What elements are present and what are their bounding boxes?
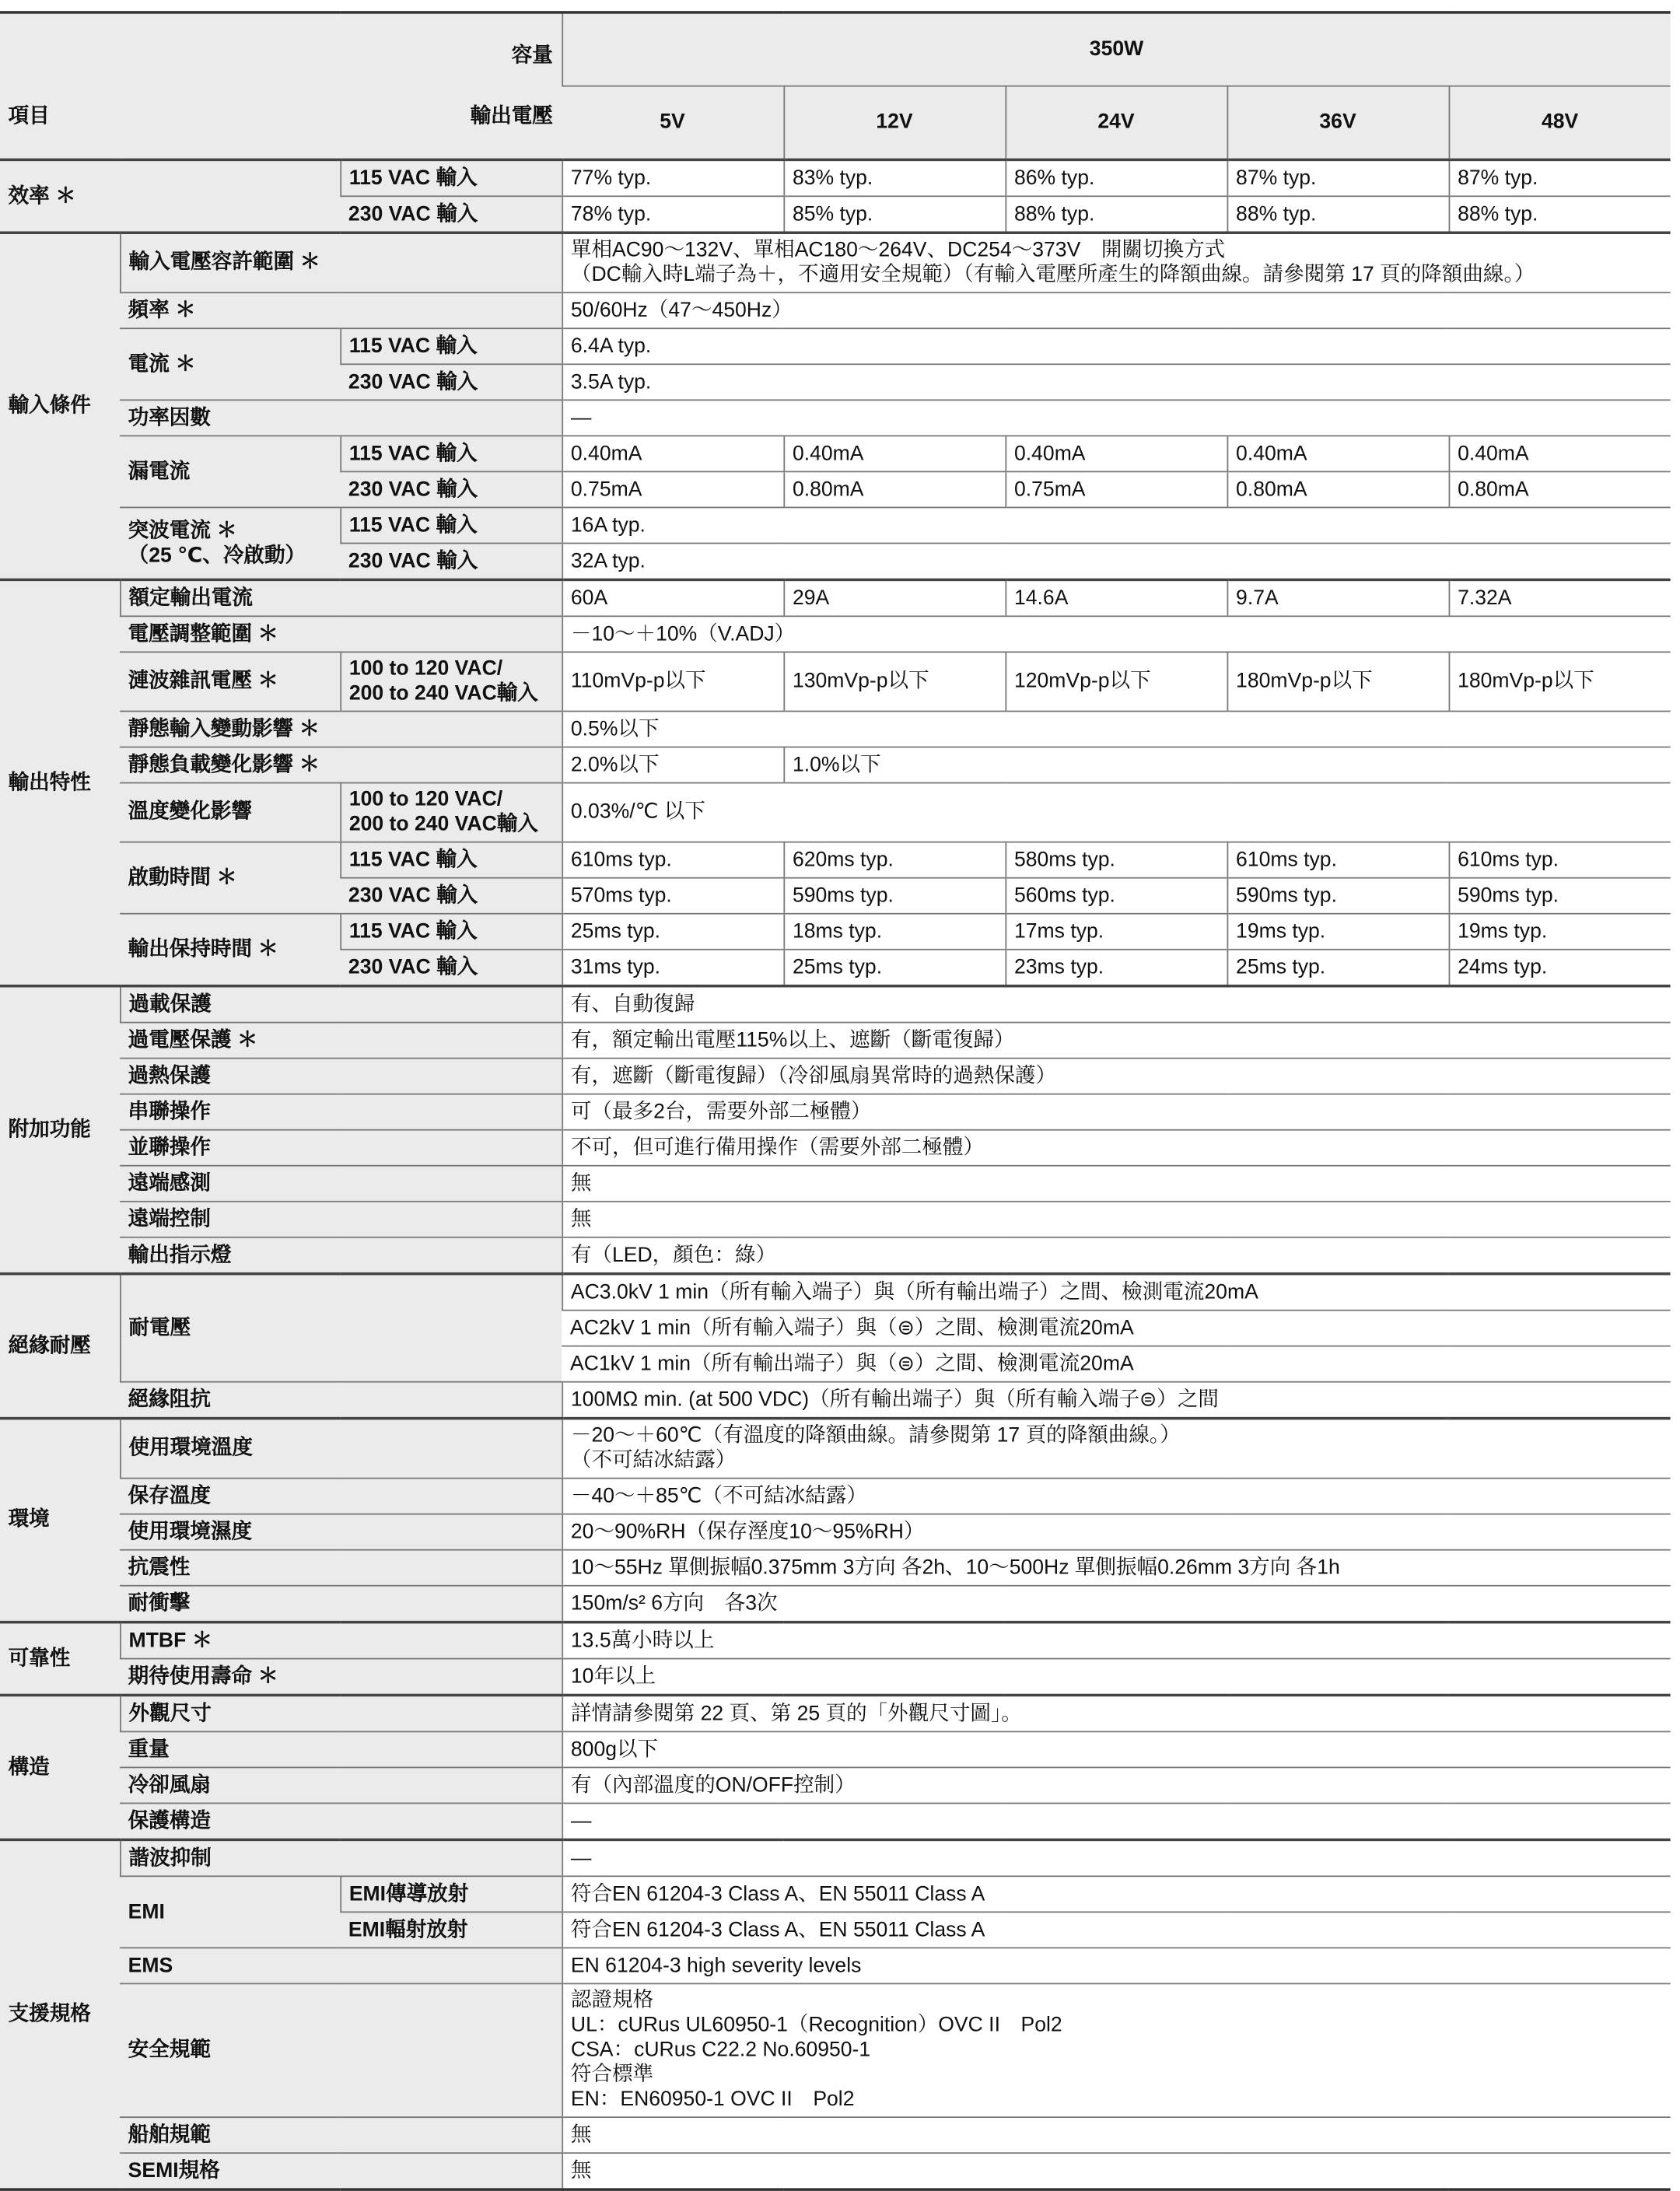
value-cell: 無 — [562, 2153, 1670, 2189]
value-cell: 14.6A — [1005, 579, 1227, 616]
value-cell: 50/60Hz（47～450Hz） — [562, 292, 1670, 328]
condition-label: 230 VAC 輸入 — [340, 471, 562, 507]
value-cell: 0.40mA — [1005, 436, 1227, 471]
item-label: MTBF ＊ — [120, 1622, 562, 1659]
condition-label: 230 VAC 輸入 — [340, 196, 562, 233]
value-cell: 無 — [562, 1166, 1670, 1202]
value-cell: 100MΩ min. (at 500 VDC)（所有輸出端子）與（所有輸入端子⊜）之間 — [562, 1382, 1670, 1419]
value-cell: 無 — [562, 1202, 1670, 1237]
value-cell: 7.32A — [1449, 579, 1671, 616]
value-cell: 88% typ. — [1227, 196, 1449, 233]
table-row — [0, 1166, 1671, 1202]
value-cell: 19ms typ. — [1227, 914, 1449, 950]
value-cell: 可（最多2台，需要外部二極體） — [562, 1094, 1670, 1130]
item-label: 絕緣阻抗 — [120, 1382, 562, 1419]
value-cell: 10～55Hz 單側振幅0.375mm 3方向 各2h、10～500Hz 單側振幅0.26mm 3方向 各1h — [562, 1550, 1670, 1586]
item-label: 項目 — [8, 104, 50, 128]
value-cell: 130mVp-p以下 — [783, 652, 1005, 711]
value-cell: 3.5A typ. — [562, 364, 1670, 400]
table-row — [0, 1731, 1671, 1767]
table-row — [0, 579, 1671, 616]
value-cell: 2.0%以下 — [562, 747, 783, 782]
capacity-value: 350W — [562, 12, 1670, 86]
condition-label: 100 to 120 VAC/ 200 to 240 VAC輸入 — [340, 783, 562, 842]
value-cell: 85% typ. — [783, 196, 1005, 233]
value-cell: — — [562, 1803, 1670, 1839]
category-label: 效率 ＊ — [0, 159, 340, 233]
table-row — [0, 1419, 1671, 1479]
value-cell: 16A typ. — [562, 507, 1670, 543]
item-label: 遠端控制 — [120, 1202, 562, 1237]
value-cell: 符合EN 61204-3 Class A、EN 55011 Class A — [562, 1912, 1670, 1948]
item-label: 諧波抑制 — [120, 1839, 562, 1876]
voltage-header: 12V — [783, 86, 1005, 160]
value-cell: 0.80mA — [1227, 471, 1449, 507]
table-row — [0, 1983, 1671, 2117]
item-label: 靜態輸入變動影響 ＊ — [120, 711, 562, 747]
value-cell: 83% typ. — [783, 159, 1005, 196]
item-label: 突波電流 ＊ （25 ℃、冷啟動） — [120, 507, 340, 579]
value-cell: 0.40mA — [562, 436, 783, 471]
table-row — [0, 233, 1671, 292]
voltage-header: 5V — [562, 86, 783, 160]
value-cell: 570ms typ. — [562, 878, 783, 914]
value-cell: 有（LED，顏色：綠） — [562, 1237, 1670, 1274]
value-cell: 610ms typ. — [1449, 842, 1671, 878]
table-row — [0, 1382, 1671, 1419]
value-cell: 580ms typ. — [1005, 842, 1227, 878]
table-row — [0, 1767, 1671, 1803]
item-label: 遠端感測 — [120, 1166, 562, 1202]
value-cell: 0.80mA — [1449, 471, 1671, 507]
item-label: 頻率 ＊ — [120, 292, 562, 328]
value-cell: EN 61204-3 high severity levels — [562, 1948, 1670, 1983]
condition-label: 115 VAC 輸入 — [340, 914, 562, 950]
item-label: 使用環境溫度 — [120, 1419, 562, 1479]
item-label: 功率因數 — [120, 400, 562, 436]
item-label: 過熱保護 — [120, 1059, 562, 1094]
value-cell: — — [562, 400, 1670, 436]
value-cell: AC3.0kV 1 min（所有輸入端子）與（所有輸出端子）之間、檢測電流20mA — [562, 1274, 1670, 1311]
value-cell: 不可，但可進行備用操作（需要外部二極體） — [562, 1130, 1670, 1166]
item-label: 耐衝擊 — [120, 1586, 562, 1622]
table-row — [0, 783, 1671, 842]
value-cell: 78% typ. — [562, 196, 783, 233]
item-label: 抗震性 — [120, 1550, 562, 1586]
item-label: 耐電壓 — [120, 1274, 562, 1382]
condition-label: 100 to 120 VAC/ 200 to 240 VAC輸入 — [340, 652, 562, 711]
value-cell: 180mVp-p以下 — [1449, 652, 1671, 711]
table-row — [0, 1622, 1671, 1659]
table-row — [0, 1550, 1671, 1586]
condition-label: EMI傳導放射 — [340, 1876, 562, 1912]
value-cell: 86% typ. — [1005, 159, 1227, 196]
value-cell: 23ms typ. — [1005, 950, 1227, 986]
value-cell: 20～90%RH（保存溼度10～95%RH） — [562, 1514, 1670, 1550]
table-row — [0, 747, 1671, 782]
value-cell: 0.75mA — [1005, 471, 1227, 507]
value-cell: 150m/s² 6方向 各3次 — [562, 1586, 1670, 1622]
condition-label: 115 VAC 輸入 — [340, 436, 562, 471]
value-cell: 88% typ. — [1449, 196, 1671, 233]
condition-label: 115 VAC 輸入 — [340, 328, 562, 364]
category-label: 支援規格 — [0, 1839, 120, 2189]
value-cell: 符合EN 61204-3 Class A、EN 55011 Class A — [562, 1876, 1670, 1912]
value-cell: 77% typ. — [562, 159, 783, 196]
value-cell: 13.5萬小時以上 — [562, 1622, 1670, 1659]
table-row — [0, 1059, 1671, 1094]
value-cell: 單相AC90～132V、單相AC180～264V、DC254～373V 開關切換方式 （DC輸入時L端子為＋，不適用安全規範）（有輸入電壓所產生的降額曲線。請參閱第 17 頁的降額曲線。） — [562, 233, 1670, 292]
value-cell: 0.03%/℃ 以下 — [562, 783, 1670, 842]
category-label: 輸入條件 — [0, 233, 120, 579]
item-label: 冷卻風扇 — [120, 1767, 562, 1803]
value-cell: 0.40mA — [1227, 436, 1449, 471]
item-label: 保護構造 — [120, 1803, 562, 1839]
item-label: 電流 ＊ — [120, 328, 340, 400]
value-cell: 610ms typ. — [1227, 842, 1449, 878]
category-label: 構造 — [0, 1695, 120, 1839]
value-cell: 17ms typ. — [1005, 914, 1227, 950]
category-label: 可靠性 — [0, 1622, 120, 1696]
table-row — [0, 1586, 1671, 1622]
value-cell: －20～＋60℃（有溫度的降額曲線。請參閱第 17 頁的降額曲線。） （不可結冰結露） — [562, 1419, 1670, 1479]
item-label: 過電壓保護 ＊ — [120, 1023, 562, 1059]
item-label: EMI — [120, 1876, 340, 1948]
value-cell: 32A typ. — [562, 543, 1670, 579]
condition-label: 115 VAC 輸入 — [340, 507, 562, 543]
condition-label: 115 VAC 輸入 — [340, 842, 562, 878]
condition-label: 230 VAC 輸入 — [340, 364, 562, 400]
value-cell: 有（內部溫度的ON/OFF控制） — [562, 1767, 1670, 1803]
value-cell: 0.75mA — [562, 471, 783, 507]
table-row — [0, 1876, 1671, 1912]
value-cell: 有，遮斷（斷電復歸）（冷卻風扇異常時的過熱保護） — [562, 1059, 1670, 1094]
condition-label: 115 VAC 輸入 — [340, 159, 562, 196]
condition-label: 230 VAC 輸入 — [340, 878, 562, 914]
voltage-header: 24V — [1005, 86, 1227, 160]
value-cell: 560ms typ. — [1005, 878, 1227, 914]
value-cell: 19ms typ. — [1449, 914, 1671, 950]
value-cell: 87% typ. — [1449, 159, 1671, 196]
table-row — [0, 292, 1671, 328]
item-label: 重量 — [120, 1731, 562, 1767]
value-cell: 24ms typ. — [1449, 950, 1671, 986]
table-row — [0, 1514, 1671, 1550]
table-row — [0, 616, 1671, 652]
item-label: 保存溫度 — [120, 1479, 562, 1514]
capacity-label: 容量 — [511, 44, 553, 68]
table-row — [0, 914, 1671, 950]
category-label: 附加功能 — [0, 986, 120, 1274]
table-row — [0, 842, 1671, 878]
voltage-header: 36V — [1227, 86, 1449, 160]
condition-label: 230 VAC 輸入 — [340, 543, 562, 579]
value-cell: 1.0%以下 — [783, 747, 1670, 782]
table-row — [0, 1839, 1671, 1876]
table-row — [0, 1130, 1671, 1166]
value-cell: 590ms typ. — [1227, 878, 1449, 914]
category-label: 環境 — [0, 1419, 120, 1622]
value-cell: 有，額定輸出電壓115%以上、遮斷（斷電復歸） — [562, 1023, 1670, 1059]
item-label: 漏電流 — [120, 436, 340, 507]
category-label: 絕緣耐壓 — [0, 1274, 120, 1419]
table-row — [0, 986, 1671, 1023]
value-cell: 無 — [562, 2117, 1670, 2153]
item-label: 漣波雜訊電壓 ＊ — [120, 652, 340, 711]
item-label: 輸入電壓容許範圍 ＊ — [120, 233, 562, 292]
item-label: 安全規範 — [120, 1983, 562, 2117]
value-cell: 25ms typ. — [562, 914, 783, 950]
value-cell: 610ms typ. — [562, 842, 783, 878]
table-row — [0, 1202, 1671, 1237]
value-cell: AC2kV 1 min（所有輸入端子）與（⊜）之間、檢測電流20mA — [562, 1311, 1670, 1346]
table-row — [0, 159, 1671, 196]
value-cell: 800g以下 — [562, 1731, 1670, 1767]
value-cell: 29A — [783, 579, 1005, 616]
value-cell: 60A — [562, 579, 783, 616]
table-row — [0, 2117, 1671, 2153]
item-label: 過載保護 — [120, 986, 562, 1023]
value-cell: 0.40mA — [783, 436, 1005, 471]
value-cell: 590ms typ. — [1449, 878, 1671, 914]
value-cell: 87% typ. — [1227, 159, 1449, 196]
table-row — [0, 400, 1671, 436]
value-cell: 詳情請參閱第 22 頁、第 25 頁的「外觀尺寸圖」。 — [562, 1695, 1670, 1731]
value-cell: 110mVp-p以下 — [562, 652, 783, 711]
value-cell: 120mVp-p以下 — [1005, 652, 1227, 711]
value-cell: 0.40mA — [1449, 436, 1671, 471]
item-label: 並聯操作 — [120, 1130, 562, 1166]
item-label: EMS — [120, 1948, 562, 1983]
value-cell: 0.5%以下 — [562, 711, 1670, 747]
table-row — [0, 328, 1671, 364]
table-row — [0, 1237, 1671, 1274]
item-label: 額定輸出電流 — [120, 579, 562, 616]
condition-label: 230 VAC 輸入 — [340, 950, 562, 986]
table-row — [0, 1094, 1671, 1130]
item-label: 輸出保持時間 ＊ — [120, 914, 340, 986]
table-row — [0, 1948, 1671, 1983]
table-row — [0, 652, 1671, 711]
value-cell: －10～＋10%（V.ADJ） — [562, 616, 1670, 652]
value-cell: 180mVp-p以下 — [1227, 652, 1449, 711]
table-row — [0, 507, 1671, 543]
value-cell: 認證規格 UL：cURus UL60950-1（Recognition）OVC II Pol2 CSA：cURus C22.2 No.60950-1 符合標準 EN：EN60950-1 OVC II Pol2 — [562, 1983, 1670, 2117]
item-label: SEMI規格 — [120, 2153, 562, 2189]
value-cell: 25ms typ. — [1227, 950, 1449, 986]
item-label: 串聯操作 — [120, 1094, 562, 1130]
item-label: 船舶規範 — [120, 2117, 562, 2153]
table-row — [0, 1023, 1671, 1059]
table-row — [0, 1274, 1671, 1311]
table-row — [0, 1659, 1671, 1696]
value-cell: — — [562, 1839, 1670, 1876]
table-row — [0, 1479, 1671, 1514]
condition-label: EMI輻射放射 — [340, 1912, 562, 1948]
value-cell: 10年以上 — [562, 1659, 1670, 1696]
item-label: 輸出指示燈 — [120, 1237, 562, 1274]
item-label: 期待使用壽命 ＊ — [120, 1659, 562, 1696]
table-row — [0, 711, 1671, 747]
item-label: 外觀尺寸 — [120, 1695, 562, 1731]
header-row-capacity — [0, 12, 1671, 86]
value-cell: 590ms typ. — [783, 878, 1005, 914]
table-row — [0, 1695, 1671, 1731]
value-cell: －40～＋85℃（不可結冰結露） — [562, 1479, 1670, 1514]
value-cell: 620ms typ. — [783, 842, 1005, 878]
item-label: 使用環境濕度 — [120, 1514, 562, 1550]
value-cell: AC1kV 1 min（所有輸出端子）與（⊜）之間、檢測電流20mA — [562, 1346, 1670, 1382]
value-cell: 6.4A typ. — [562, 328, 1670, 364]
value-cell: 25ms typ. — [783, 950, 1005, 986]
item-label: 電壓調整範圍 ＊ — [120, 616, 562, 652]
table-row — [0, 436, 1671, 471]
output-voltage-label: 輸出電壓 — [470, 104, 553, 128]
item-label: 靜態負載變化影響 ＊ — [120, 747, 562, 782]
value-cell: 9.7A — [1227, 579, 1449, 616]
header-corner — [0, 12, 562, 159]
item-label: 啟動時間 ＊ — [120, 842, 340, 914]
table-row — [0, 2153, 1671, 2189]
value-cell: 18ms typ. — [783, 914, 1005, 950]
value-cell: 有、自動復歸 — [562, 986, 1670, 1023]
value-cell: 31ms typ. — [562, 950, 783, 986]
category-label: 輸出特性 — [0, 579, 120, 985]
spec-table — [0, 11, 1671, 2191]
value-cell: 88% typ. — [1005, 196, 1227, 233]
item-label: 溫度變化影響 — [120, 783, 340, 842]
voltage-header: 48V — [1449, 86, 1671, 160]
value-cell: 0.80mA — [783, 471, 1005, 507]
table-row — [0, 1803, 1671, 1839]
